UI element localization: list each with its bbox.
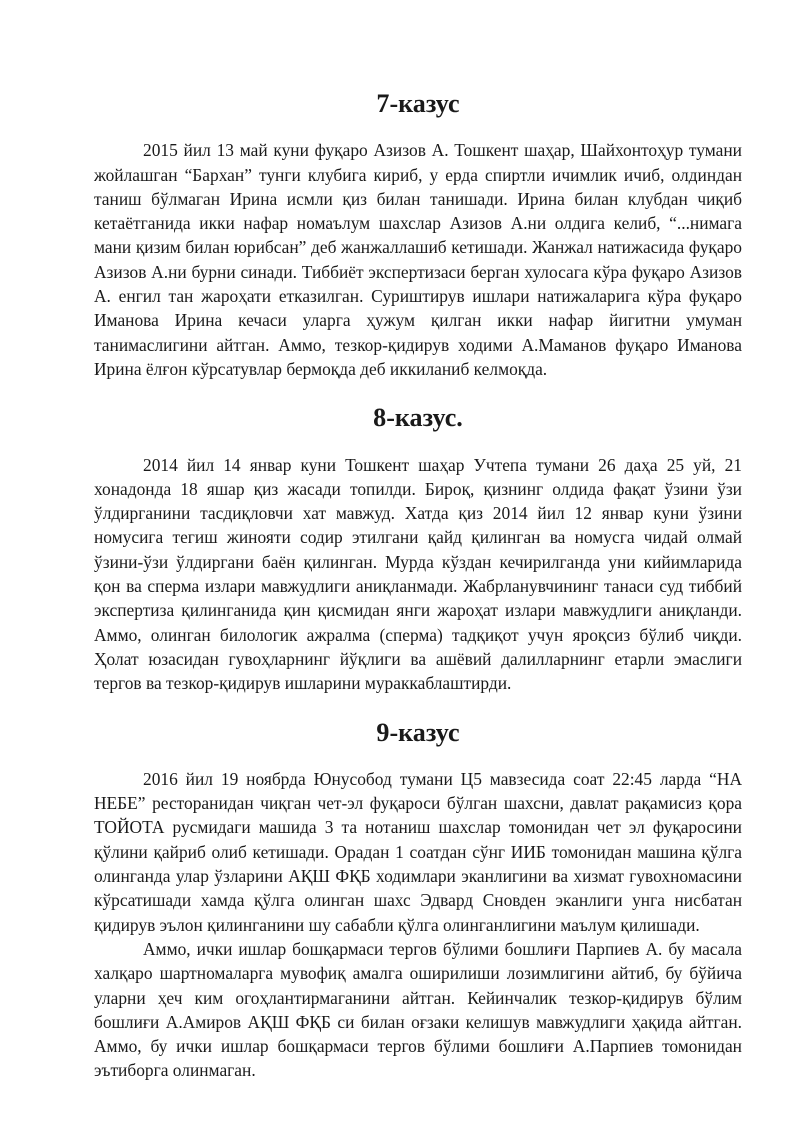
case-9-heading: 9-казус (376, 717, 460, 747)
document-page (94, 89, 742, 1083)
case-9-paragraph-1: 2016 йил 19 ноябрда Юнусобод тумани Ц5 мавзесида соат 22:45 ларда “НА НЕБЕ” ресторанидан чиқган чет-эл фуқароси бўлган шахсни, давлат рақамисиз қора ТОЙОТА русмидаги машида 3 та нотаниш шахслар томонидан чет эл фуқаросини қўлини қайриб олиб кетишади. Орадан 1 соатдан сўнг ИИБ томонидан машина қўлга олинганда улар ўзларини АҚШ ФҚБ ходимлари эканлигини ва хизмат гувохномасини кўрсатишади хамда қўлга олинган шахс Эдвард Сновден эканлиги унга нисбатан қидирув эълон қилинганини шу сабабли қўлга олинганлигини маълум қилишади. (94, 768, 742, 935)
case-7 (94, 89, 742, 381)
case-7-paragraph: 2015 йил 13 май куни фуқаро Азизов А. Тошкент шаҳар, Шайхонтоҳур тумани жойлашган “Бархан” тунги клубига кириб, у ерда спиртли ичимлик ичиб, олдиндан таниш бўлмаган Ирина исмли қиз билан танишади. Ирина билан клубдан чиқиб кетаётганида икки нафар номаълум шахслар Азизов А.ни олдига келиб, “...нимага мани қизим билан юрибсан” деб жанжаллашиб кетишади. Жанжал натижасида фуқаро Азизов А.ни бурни синади. Тиббиёт экспертизаси берган хулосага кўра фуқаро Азизов А. енгил тан жароҳати етказилган. Суриштирув ишлари натижаларига кўра фуқаро Иманова Ирина кечаси уларга ҳужум қилган икки нафар йигитни умуман танимаслигини айтган. Аммо, тезкор-қидирув ходими А.Маманов фуқаро Иманова Ирина ёлғон кўрсатувлар бермоқда деб иккиланиб келмоқда. (94, 140, 742, 379)
case-8-paragraph: 2014 йил 14 январ куни Тошкент шаҳар Учтепа тумани 26 даҳа 25 уй, 21 хонадонда 18 яшар қиз жасади топилди. Бироқ, қизнинг олдида фақат ўзини ўзи ўлдирганини тасдиқловчи хат мавжуд. Хатда қиз 2014 йил 12 январ куни ўзини номусига тегиш жинояти содир этилгани қайд қилинган ва номусга чидай олмай ўзини-ўзи ўлдиргани баён қилинган. Мурда кўздан кечирилганда уни кийимларида қон ва сперма излари мавжудлиги аниқланмади. Жабрланувчининг танаси суд тиббий экспертиза қилинганида қин қисмидан янги жароҳат излари мавжудлиги аниқланди. Аммо, олинган билологик ажралма (сперма) тадқиқот учун яроқсиз бўлиб чиқди. Ҳолат юзасидан гувоҳларнинг йўқлиги ва ашёвий далилларнинг етарли эмаслиги тергов ва тезкор-қидирув ишларини мураккаблаштирди. (94, 454, 742, 694)
case-9-paragraph-2: Аммо, ички ишлар бошқармаси тергов бўлими бошлиғи Парпиев А. бу масала халқаро шартномаларга мувофиқ амалга оширилиши лозимлигини айтиб, бу бўйича уларни ҳеч ким огоҳлантирмаганини айтган. Кейинчалик тезкор-қидирув бўлим бошлиғи А.Амиров АҚШ ФҚБ си билан оғзаки келишув мавжудлиги ҳақида айтган. Аммо, бу ички ишлар бошқармаси тергов бўлими бошлиғи А.Парпиев томонидан эътиборга олинмаган. (94, 938, 742, 1081)
case-7-heading: 7-казус (376, 89, 460, 118)
case-8-heading: 8-казус. (373, 403, 463, 433)
case-9 (94, 717, 742, 1083)
case-8 (94, 403, 742, 695)
